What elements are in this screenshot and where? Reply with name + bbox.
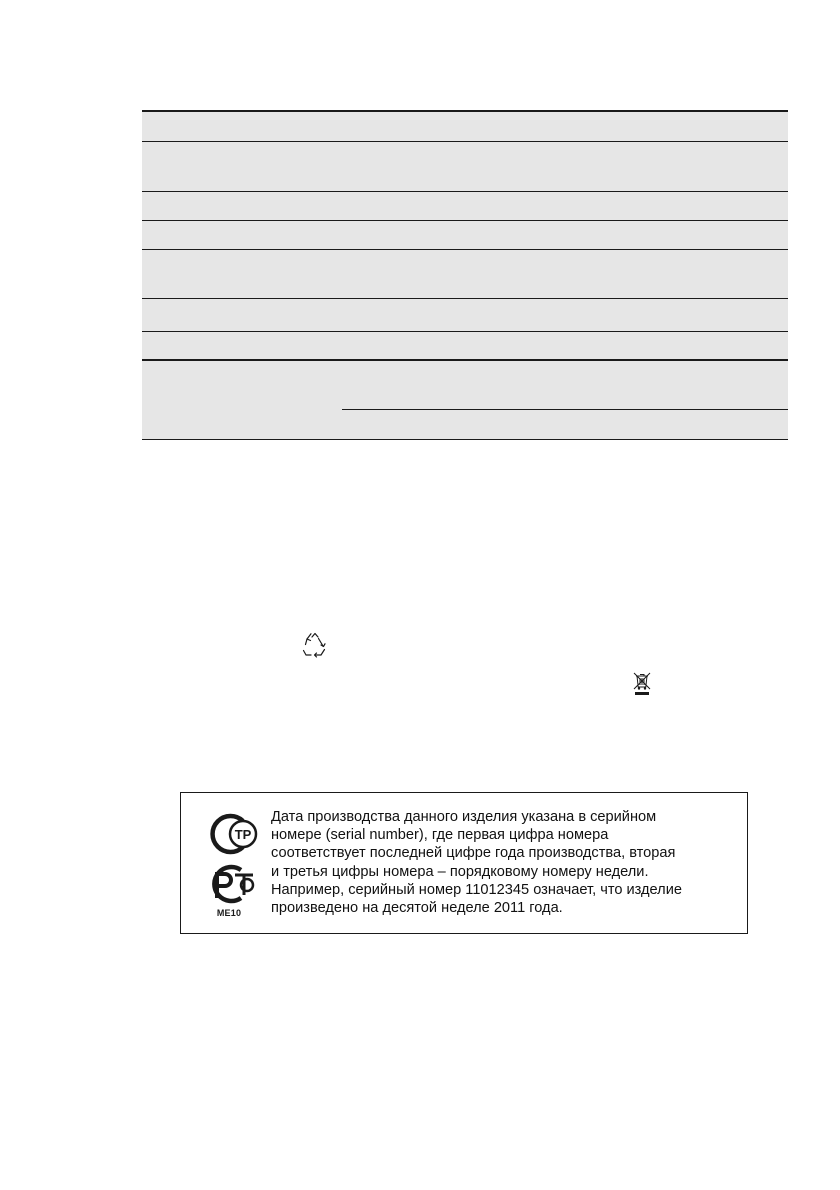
spec-table (142, 110, 788, 440)
svg-text:ТР: ТР (234, 827, 252, 842)
spec-row (142, 112, 788, 142)
notice-line: Например, серийный номер 11012345 означает, что изделие (271, 881, 682, 898)
spec-row (142, 250, 788, 299)
notice-line: соответствует последней цифре года производства, вторая (271, 845, 676, 862)
notice-line: и третья цифры номера – порядковому номеру недели. (271, 863, 649, 880)
manufacture-date-notice (271, 808, 741, 917)
notice-line: Дата производства данного изделия указана в серийном (271, 809, 657, 825)
spec-row (142, 361, 788, 440)
tr-mark-icon (203, 813, 259, 855)
subrow-divider (342, 409, 788, 410)
spec-row (142, 192, 788, 221)
notice-line: произведено на десятой неделе 2011 года. (271, 900, 563, 917)
recycle-icon (302, 632, 328, 658)
spec-row (142, 221, 788, 250)
crossed-out-bin-icon (632, 670, 652, 696)
spec-row (142, 299, 788, 332)
certification-code: ME10 (216, 908, 242, 918)
notice-line: номере (serial number), где первая цифра номера (271, 827, 609, 844)
certification-box (180, 792, 748, 934)
spec-row (142, 142, 788, 192)
certification-marks (201, 811, 261, 923)
spec-row (142, 332, 788, 361)
rst-mark-icon (203, 863, 259, 905)
